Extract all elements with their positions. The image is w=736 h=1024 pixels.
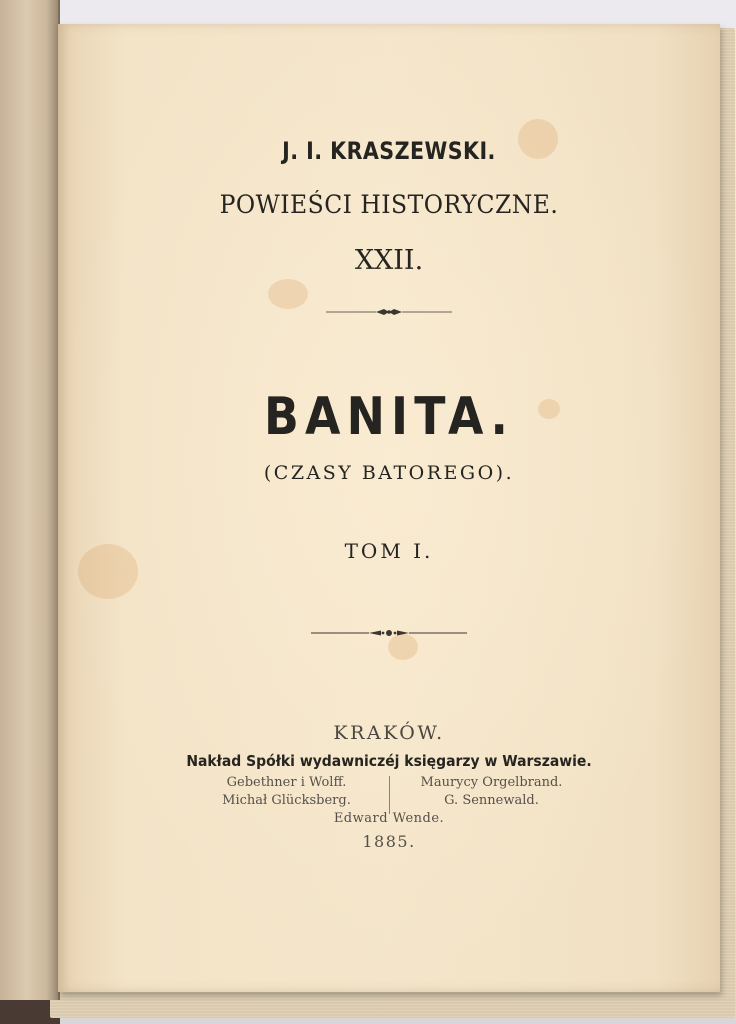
bookseller-name: Maurycy Orgelbrand. (420, 775, 563, 790)
tome-number: TOM I. (344, 539, 434, 563)
volume-number: XXII. (354, 245, 424, 276)
title-page (58, 24, 720, 992)
booksellers-left (199, 774, 375, 814)
bookseller-bottom: Edward Wende. (333, 811, 445, 826)
imprint-publisher: Nakład Spółki wydawniczéj księgarzy w Warszawie. (186, 752, 592, 770)
imprint-city: KRAKÓW. (333, 722, 445, 744)
ornament-icon (309, 627, 469, 639)
series-title: POWIEŚCI HISTORYCZNE. (219, 190, 559, 219)
ornament-icon (324, 306, 454, 318)
ornament-rule-middle (58, 627, 720, 639)
booksellers-block (58, 774, 720, 814)
left-page (0, 0, 60, 1000)
book-title: BANITA. (263, 387, 515, 447)
bookseller-name: Gebethner i Wolff. (226, 775, 347, 790)
bookseller-name: Michał Glücksberg. (222, 793, 351, 808)
publication-year: 1885. (362, 832, 416, 851)
book-subtitle: (CZASY BATOREGO). (263, 462, 515, 484)
ornament-rule-top (58, 306, 720, 318)
booksellers-right (404, 774, 580, 814)
author-name: J. I. KRASZEWSKI. (282, 137, 496, 165)
foxing-spot (268, 279, 308, 309)
bookseller-name: G. Sennewald. (444, 793, 539, 808)
booksellers-divider (389, 776, 390, 814)
